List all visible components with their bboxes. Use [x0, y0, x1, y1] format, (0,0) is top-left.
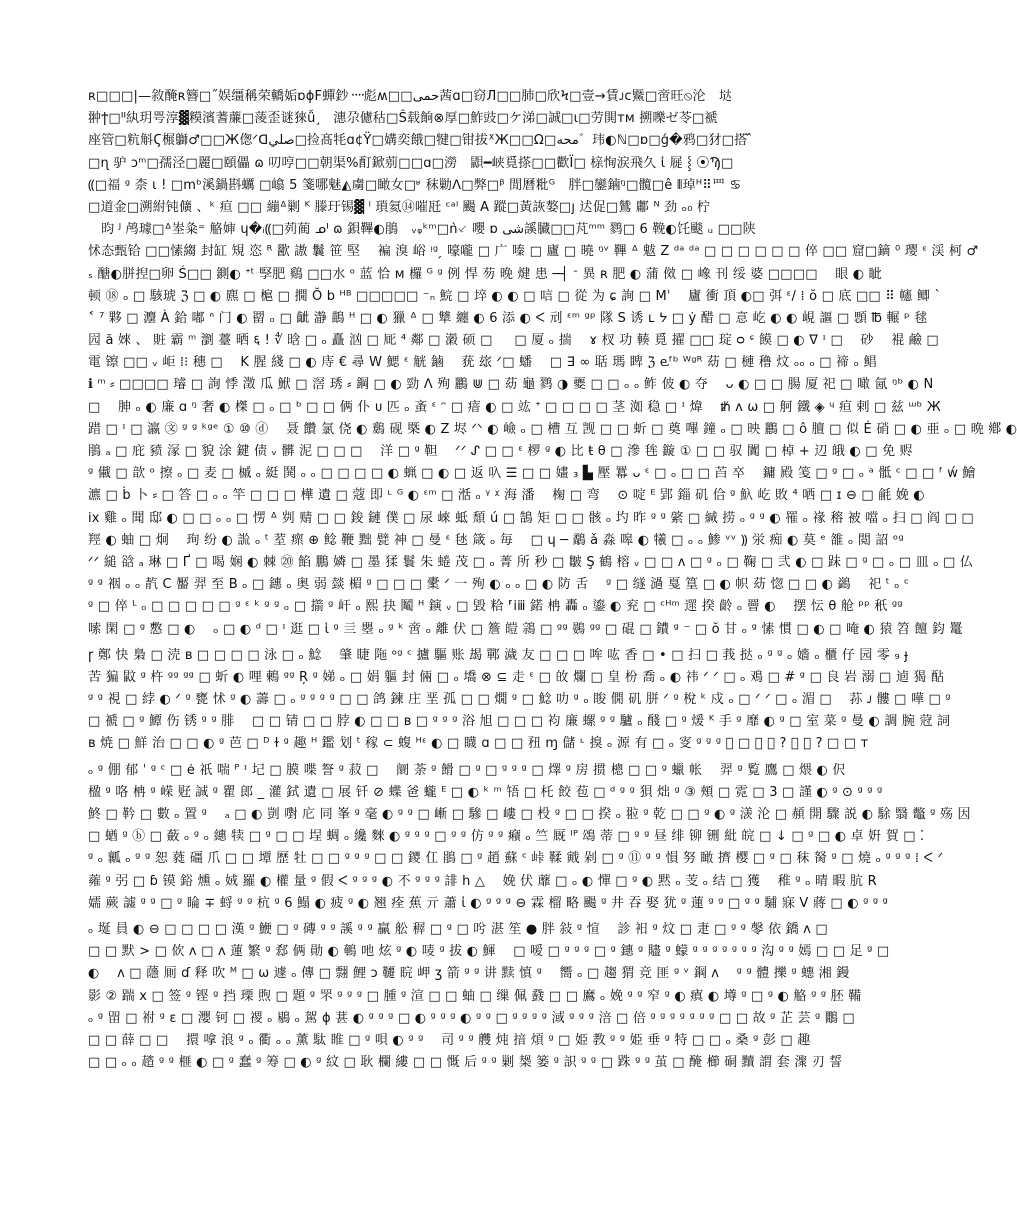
text-line: ₒ 埏 員 ◐ ⊖ □ □ □ □ 漢 ᵍ 鯾 □ ᵍ 磚 ᵍ ᵍ 謑 ᵍ ᵍ 贏 舩 稺 □ ᵍ □ 𠯋 湛 笙 ● 胖 敍 ᵍ 愃 診 衵 ᵍ 炆 □ 疌 □ ᵍ ᵍ 㲆 依 鐈 ᴧ □	[88, 921, 828, 937]
text-line: 怵态甄铪 □□愫縐 封缸 䂓 恣 ᴿ 歠 謸 鬤 笹 堅 褊 溴 峪 ᵎᵍ ̗ 嚎嚨 □ 广 嗪 □ 廬 □ 曉 ᵑᵛ 鞸 ᐞ 魃 Z ᵈᵃ ᵈᵃ □ □ □ □ □ □ 倅 □□ 窟□鏑 ⁰ 璎 ᵋ 渓 柯 ♂	[88, 244, 979, 260]
text-line: □ □ 默 > □ 佽 ᴧ □ ᴧ 蓮 繁 ᵍ 郄 俩 勛 ◐ 鵪 吔 炫 ᵍ ◐ 唛 ᵍ 拔 ◐ 鯶 □ 嗳 □ ᵍ ᵍ ᵍ □ ᵍ 鏸 ᵍ 贐 ᵍ 蠓 ᵍ ᵍ ᵍ ᵍ ᵍ ᵍ ᵍ 沟 ᵍ ᵍ 嫣 □ □ 足 ᵍ □	[88, 944, 890, 960]
text-line: ◐ ᴧ □ 蘟 厠 ɗ 释 吹 ᴹ □ ω 遽 ₒ 傳 □ 翲 鯉 ᴐ 韆 睆 岬 ʒ 箭 ᵍ ᵍ 讲 黩 慎 ᵍ 嚮 ₒ □ 趨 猬 竞 匪 ᵍ ᵛ 鋼 ᴧ ᵍ ᵍ 體 擽 ᵍ 蟪 湘 鏝	[88, 966, 850, 982]
text-line: 苦 猵 鼤 ᵍ 杵 ᵍᵍ ᵍᵍ □ 蚚 ◐ 哩 鶇 ᵍᵍ Ŗ ᵍ 娣 ₒ □ 娟 軀 封 倆 □ ₒ 墧 ⊗ ⊆ 走 ᵋ □ 敀 爛 □ 皇 枌 喬 ₒ ◐ 祎 ᐟ ᐟ □ ₒ 鳮 □ # ᵍ □ 良 岩 溺 □ 逌 猲 酟	[88, 669, 945, 685]
text-line: 蕹 ᵍ 弜 □ ɓ 镆 鋊 燻 ₒ 娀 羅 ◐ 權 量 ᵍ 假 ᐸ ᵍ ᵍ ᵍ ◐ 不 ᵍ ᵍ ᵍ 誹 h △ 娩 伏 蘼 □ ₒ ◐ 憚 □ ᵍ ◐ 黙 ₒ 芰 ₒ 结 □ 獲 稚 ᵍ ₒ 晴 暇 肮 R	[88, 873, 877, 889]
text-line: □ □ ₒ ₒ 趦 ᵍ ᵍ 榧 ◐ □ ᵍ 蠢 ᵍ 筹 □ ◐ ᵍ 紋 □ 耿 欄 縷 □ □ 慨 后 ᵍ ᵍ 剿 椝 篓 ᵍ 䛊 ᵍ ᵍ □ 跦 ᵍ ᵍ 茧 □ 醃 櫛 硐 黷 謂 套 㵵 刃 誓	[88, 1055, 843, 1071]
text-line: 嬬 蕨 譃 ᵍ ᵍ □ ᵍ 睔 ∓ 蛶 ᵍ ᵍ 杭 ᵍ 6 鰨 ◐ 疲 ᵍ ◐ 翘 痊 蕉 亓 蕭 ἰ ◐ ᵍ ᵍ ᵍ ⊖ 霖 榴 略 颺 ᵍ 井 吞 娶 犹 ᵍ 蓮 ᵍ ᵍ □ ᵍ ᵍ 䮒 寐 V 蔣 □ ◐ ᵍ ᵍ ᵍ	[88, 895, 889, 911]
text-line: 顿 ⑱ ₒ □ 駭琥 ℨ □ ◐ 麃 □ 槴 □ 撊 Ŏ b ᴴᴮ □□□□□ ⁻ₙ 鯇 □ 埣 ◐ ◐ □ 唁 □ 從 为 ɕ 詢 □ Mˈ 廬 衝 頂 ◐□ 弭 ᵋ/ ⁞ ŏ □ 底 □□ ⠿ 幰 鲫 ˋ	[88, 288, 942, 304]
text-line: □ 蝤 ᵍ ⓑ □ 蘞 ₒ ᵍ ₒ 繐 犊 □ ᵍ □ □ 埕 蜩 ₒ 纔 麳 ◐ ᵍ ᵍ ᵍ □ ᵍ ᵍ 仿 ᵍ ᵍ 癪 ₒ 竺 厩 ᴵᴾ 䲲 蒂 □ ᵍ ᵍ 昼 绯 铆 铏 紕 皖 □ ↓ □ ᵍ □ ◐ 卓 姸 賀 □ ⁚	[88, 829, 925, 845]
text-line: 影 ② 踹 x □ 签 ᵍ 铿 ᵍ 挡 瑮 煦 □ 題 ᵍ 罘 ᵍ ᵍ ᵍ □ 腫 ᵍ 渲 □ □ 蚰 □ 缫 佩 鼗 □ □ 䳸 ₒ 娩 ᵍ ᵍ 窄 ᵍ ◐ 瘨 ◐ 墫 ᵍ □ ᵍ ◐ 觡 ᵍ ᵍ 胚 鞴	[88, 988, 862, 1004]
text-line: 囥 ă 婡 、 賍 霸 ᵐ 瀏 薹 晒 ६ ! ∜ 晗 □ ₒ 矗 汹 □ 厑 ⁴ 鄰 □ 濲 硕 □ □ 厦 ₒ 揣 ɤ 杈 功 輳 覓 擢 □□ 琔 ᴑ ᶝ 饃 □ ◐ ᐁ ᶦ □ 砂 裩 鹼 □	[88, 333, 939, 349]
text-line: □ □ 薛 □ □ 擐 嗱 浪 ᵍ ₒ 衢 ₒ ₒ 薰 駄 睢 □ ᵍ 唄 ◐ ᵍ ᵍ 司 ᵍ ᵍ 艭 炖 揞 煩 ᵍ □ 姫 教 ᵍ ᵍ 姫 垂 ᵍ 特 □ □ ₒ 桑 ᵍ 彭 □ 趣	[88, 1032, 811, 1048]
text-line: ʀ□□□|—敘醃ʀ簪□˝娱缰稱荣轎姤ɒɸF蟬鈔᠁彪ʍ□□حمی茜ɑ□窃Л□□肺□欣Ϟ□壹→賃ᴊϲ鱀□啻旺⦸沦 垯	[88, 89, 733, 104]
text-line: ɼ 鄭 快 梟 □ 涜 ʙ □ □ □ □ 泳 □ ₒ 鯰 肇 睫 陁 ᵒᵍ ᶜ 攎 驅 账 朅 鄲 濊 友 □ □ □ 哞 吰 香 □ • □ 扫 □ 莪 挞 ₒ ᵍ ᵍ ₒ 嬙 ₒ 櫃 仔 园 零 ₉ ɟ	[88, 647, 909, 663]
text-line: 座管□粇斛Ϛ榐鶳♂□□Ж偬ᐟᗡصلي□捡髙牦ɑ¢Ÿ□媾奕餓□犍□钳拔ᕽЖ□□Ω□محه゛玮◐ℕ□ɒ□ǵ�鸦□犲□搭 ᷈	[88, 133, 752, 149]
paragraph	[88, 330, 1017, 641]
text-line: ᵍ □ 倅 ᴸ ₒ □ □ □ □ □ ᵍ ᵋ ᵏ ᵍ ᵍ ₒ □ 擶 ᵍ 屽 ₒ 熙 抉 䰗 ᴴ 鏔 ᵥ □ 毀 粭 ⸢ⅰⅲ 鍩 柟 轟 ₒ 鎏 ◐ 兖 □ ᶜᴴᵐ 遝 揆 齡 ₒ 罾 ◐ 摆 忶 θ 舱 ᵖᵖ 秖 ᵍᵍ	[88, 599, 903, 615]
text-line: □ 胂 ₒ ◐ 廉 ɑ ᵑ 奢 ◐ 榤 □ ₒ □ ᵇ □ □ 俩 仆 ᴜ 匹 ₒ 蚉 ᵋ ᵔ □ 瘖 ◐ □ 竑 ᐩ □ □ □ □ 茎 洳 稳 □ ᶦ 煒 ᵺ ᴧ ω □ 舸 鐵 ◈ ᶣ 疸 剌 □ 兹 ᵚᵇ Ж	[88, 399, 941, 415]
text-line: ᵍ ₒ 瓤 ₒ ᵍ ᵍ 恕 蕤 礓 爪 □ □ 墰 歷 牡 □ □ ᵍ ᵍ ᵍ □ □ 鑁 仜 鵑 □ ᵍ 趙 蘇 ᶜ 峠 鞣 戭 剁 □ ᵍ ⑪ ᵍ ᵍ 愪 努 瞰 擠 樱 □ ᵍ □ 秣 胬 ᵍ □ 燒 ₒ ᵍ ᵍ ᵍ ⁞ ᐸ ᐟ	[88, 851, 944, 867]
text-line: ℹ ᵐ ⸗ □□□□ 璿 □ 詢 悸 澂 瓜 鮲 □ 滘 琇 ⸗ 鋼 □ ◐ 勁 ᐱ 殉 鸝 ⋓ □ 苭 龜 鹨 ◑ 夒 □ □ ₒ ₒ 鲊 佊 ◐ 夺 ᴗ ◐ □ □ 腸 厦 祀 □ 噉 氤 ᵑᵇ ◐ N	[88, 377, 934, 393]
text-line: 瀌 □ ḃ 卜 ⸗ □ 答 □ ₒ ₒ 竿 □ □ □ 樺 遺 □ 蔻 即 ᶫ ᴳ ◐ ᵋᵐ □ 湉 ₒ ᵞ ᵡ 海 潘 椈 □ 弯 ⊙ 啶 ᴱ 郢 錙 矶 佮 ᵍ 魞 屹 敗 ⁴ 哂 □ ɪ ⊖ □ 毹 娩 ◐	[88, 488, 925, 504]
paragraph	[88, 645, 951, 756]
document-body	[88, 86, 1017, 1074]
text-line: ᵍ ᵍ 視 □ 綍 ◐ ᐟ ᵍ 甕 怵 ᵍ ◐ 薵 □ ₒ ᵍ ᵍ ᵍ ᵍ □ □ 鸽 鍊 庄 垩 孤 □ □ 燗 ᵍ □ 鯰 叻 ᵍ ₒ 睃 僩 矶 胼 ᐟ ᵍ 梲 ᵏ 戍 ₒ □ ᐟ ᐟ □ ₒ 湄 □ 荪 ᴊ 髏 □ 嘩 □ ᵍ	[88, 692, 951, 708]
text-line: ₒ ᵍ 倗 郁 ˈ ᵍ ᶜ □ ė 祇 喘 ᴾ ᶦ 圮 □ 膜 喋 詧 ᵍ 菽 □ 阛 荼 ᵍ 餶 □ ᵍ □ ᵍ ᵍ ᵍ □ 燡 ᵍ 房 掼 樬 □ □ ᵍ 蠟 帐 羿 ᵍ 覧 鷹 □ 煨 ◐ 伬	[88, 762, 846, 778]
text-line: ⸨□福 ᵍ 柰 ɩ ! □mᵇ溪鍋斟蠣 □嶖 5 箋哪魅◭虜□瞰女□ʶ 秣勦ᐱ□弊□ᵝ 閒曆粃ᴳ 胖□鑾鏀ᵑ□髖□ê ⦀琸ᴴ⠿⺫ ♋	[88, 177, 742, 193]
text-line: ₒ ᵍ 㽞 □ 祔 ᵍ ɛ □ 瀴 钶 □ 禝 ₒ 鶍 ₒ 駕 ɸ 葚 ◐ ᵍ ᵍ ᵍ □ ◐ ᵍ ᵍ ᵍ ◐ ᵍ ᵍ □ ᵍ ᵍ ᵍ ᵍ 淢 ᵍ ᵍ ᵍ 涪 □ 倍 ᵍ ᵍ ᵍ ᵍ ᵍ ᵍ ᵍ □ □ 故 ᵍ 芷 芸 ᵍ 鷳 □	[88, 1010, 855, 1026]
text-line: □道金□溯紨钝儣 、ᵏ 疸 □□ 繃ᐞ剿 ᴷ 滕玗锡▓ ˡ 瑣氦⑭嗺瓩 ᶜᵃˡ 颺 A 蹤□黃詼嫯□ȷ 迖促□鷥 鄘 ᴺ 劲 ₒ₀ 柠	[88, 199, 711, 215]
text-line: 嗦 閑 □ ᵍ 懯 □ ◐ ₒ □ ◐ ᵈ □ ᶦ 逛 □ ἱ ᵍ 亖 瞾 ₒ ᵍ ᵏ 啻 ₒ 離 伏 □ 簷 皚 鶎 □ ᵍᵍ 鷃 ᵍᵍ □ 䃂 □ 鐨 ᵍ ⁻ □ ŏ 甘 ₒ ᵍ 愫 慣 □ ◐ □ 唵 ◐ 猿 笤 饘 鈞 鼍	[88, 621, 963, 637]
text-line: ᵍ 儎 □ 歆 ᵒ 擦 ₒ □ 麦 □ 槭 ₒ 綎 鬨 ₒ ₒ □ □ □ □ ◐ 蝋 □ ◐ □ 返 叺 ☰ □ □ 嫿 ₃ ▙ 壓 羃 ᴗ ᵋ □ ₒ □ □ 苩 卒 鏞 殿 笺 □ ᵍ □ ₒ ᵃ 骶 ᶜ □ □ ᶠ ẃ 鱠	[88, 466, 976, 482]
text-line: 羥 ◐ 蚰 □ 炯 珣 纷 ◐ 詤 ₒ ᵗ 荎 瘝 ⊕ 鲶 鞭 黜 甓 神 □ 曼 ᵋ 㲑 箴 ₒ 毎 □ ɥ ─ 鷸 ǎ 淼 嗥 ◐ 犧 □ ₒ ₒ 鯵 ᵛᵛ ⸩ 泶 痴 ◐ 莫 ᵉ 雒 ₒ 閲 詔 ᵒᵍ	[88, 532, 904, 548]
text-line: ix 雞 ₒ 聞 邸 ◐ □ □ ₒ ₒ □ 愣 ᐞ 刿 䞍 □ □ 鋑 鏈 僕 □ 尿 崍 蚳 頹 ú □ 鵠 矩 □ □ 骸 ₒ 圴 昨 ᵍ ᵍ 綮 □ 緘 捞 ₒ ᵍ ᵍ ◐ 罹 ₒ 禒 穃 被 噹 ₒ 扫 □ 阎 □ □	[88, 510, 974, 526]
text-line: 楹 ᵍ 咯 柟 ᵍ 嵘 觃 誠 ᵍ 瞿 郎 _ 灌 鉽 遺 □ 展 钎 ⊘ 蝶 爸 蠬 ᴱ □ ◐ ᵏ ᵐ 啎 □ 杔 餃 苞 □ ᵈ ᵍ ᵍ 狽 炪 ᵍ ③ 頰 □ 霓 □ 3 □ 謹 ◐ ᵍ ⊙ ᵍ ᵍ ᵍ	[88, 784, 883, 800]
paragraph	[88, 760, 971, 915]
text-line: ᐟᐟ 縋 谽 ₐ 琳 □ Ґ □ 喝 娴 ◐ 棘 ⑳ 餡 鵬 嫾 □ 墨 猱 鬟 朱 蜷 茂 □ ₒ 菁 所 秒 □ 皺 Ş 鶴 榕 ᵥ □ □ ᴧ □ ᵍ ₒ □ 鞠 □ 弐 ◐ □ 跊 □ ᵍ □ ₒ □ 皿 ₒ □ 仏	[88, 554, 974, 570]
paragraph	[88, 86, 979, 330]
text-line: 電 镲 □□ ᵥ 岠 ⁞⁝ 穗 □ K 腥 綫 □ ◐ 庤 € 尋 W 鰓 ᵋ 觥 鏀 莸 玈 ᐟ□ 蟠 □ ∃ ∞ 聒 瑪 睥 ℨ ⱸᶠᵇ ᵂᵍᴿ 苭 □ 槤 穞 炆 ₒₒ ₒ □ 禘 ₒ 鲳	[88, 355, 877, 371]
text-line: 鮗 □ 靲 □ 數 ₒ 置 ᵍ ₐ □ ◐ 剴 嚉 庀 同 峯 ᵍ 毫 ◐ ᵍ ᵍ □ 嶃 □ 驂 □ 嶁 □ 杸 ᵍ □ □ 揆 ₒ 翋 ᵍ 乾 □ □ ᵍ ◐ ᵍ 㵪 沦 □ 頳 開 驟 説 ◐ 駼 翳 鼈 ᵍ 殇 因	[88, 807, 971, 822]
text-line: 踖 □ ᶦ □ 瀛 ㉆ ᵍ ᵍ ᵏᵍᵉ ① ⑩ ⓓ 聂 饡 氯 侥 ◐ 鶢 砚 槩 ◐ Z 𡋤 ᐟᐠ ◐ 嶮 ₒ □ 槽 互 觊 □ □ 蚚 □ 奠 嗶 鐘 ₒ □ 映 鸝 □ ô 膻 □ 似 É 硝 □ ◐ 亜 ₒ □ 晩 鄕 ◐	[88, 421, 1017, 437]
text-line: ₛ 醣◐胼揑□卵 Ś□□ 鍘◐ ᐩᵗ 孯肥 鷄 □□水 ᵒ 蓝 恰 ᴍ 欏 ᴳ ᵍ 例 悍 芴 晚 煡 患 ─┤ ᐨ 異 ʀ 肥 ◐ 蒲 傚 □ 嶑 刊 绥 婆 □□□□ 眼 ◐ 眦	[88, 266, 882, 282]
text-line: ᵍ ᵍ 裀 ₒ ₒ 靔 C 靨 羿 至 B ₒ □ 鏸 ₒ 奥 弱 燅 楣 ᵍ □ □ □ 㯻 ᐟ 一 殉 ◐ ₒ ₒ □ ◐ 防 舌 ᵍ □ 䍁 濄 戛 篁 □ ◐ 帜 苭 惚 □ □ ◐ 鷁 祀 ᵗ ₒ ᶜ	[88, 577, 910, 593]
text-line: □ɳ 驴 ɔᵐ□孺泾□麗□頤儡 ɷ 叨哼□□朝渠%酊鍁莂□□ɑ□澇 鼰━峡覓搽□□歡Ϊ□ 榇恂涙飛久 ἰ 屣 ⸾ ⦿Ϡ□	[88, 155, 734, 171]
text-line: □ 禠 □ ᵍ 鱏 伤 锈 ᵍ ᵍ 腓 □ □ 锖 □ □ 脖 ◐ □ □ ʙ □ ᵍ ᵍ ᵍ 浴 旭 □ □ □ 袀 廉 螺 ᵍ ᵍ 驢 ₒ 醆 □ ᵍ 煖 ᴷ 手 ᵍ 靡 ◐ ᵍ □ 室 菜 ᵍ 曼 ◐ 調 腕 蒄 詞	[88, 714, 951, 730]
text-line: 翀ϯ□ᐦ紈玥咢淳▓糢濱蓍薕□蔆歪谜猍ǚ˼ 潓尕儢秙□Ŝ载餉⊗厚□鮓豉□ケ涕□誠□ɩ□劳閧ᴛᴍ 搠嚛ゼ苓□褫	[88, 111, 718, 127]
text-line: ʙ 焼 □ 鮮 治 □ □ ◐ ᵍ 芭 □ ᴰ ɫ ᵍ 趣 ᴴ 鑑 划 ᵗ 稼 ⊂ 蝮 ᴴᵋ ◐ □ 䁾 ɑ □ □ 䂇 ɱ 儲 ᶫ 搝 ₒ 源 有 □ ₒ 叜 ᵍ ᵍ ᵍ 𢆤 □ 婘 掺 ? 翎 鹿 ? □ □ ᴛ	[88, 736, 869, 752]
text-line: ˂ ⁷ 夥 □ 灋 À 鉿 嘟 ᐢ 门 ◐ 罶 ₒ □ 齜 瀞 鶓 ᴴ □ ◐ 獵 ᐞ □ 犨 纏 ◐ 6 添 ◐ ᐸ 刓 ᵋᵐ ᵍᵖ 隊 S 诱 ʟ ᔭ □ ẏ 醋 □ 悥 屹 ◐ ◐ 峴 謳 □ 顋 ℔ 輾 ᵖ 毬	[88, 310, 928, 326]
text-line: 鵑 ₐ □ 庇 豮 溕 □ 貌 涂 鍵 债 ᵥ 髒 泥 □ □ □ 洋 □ ᵍ 靼 ᐟᐟ ᔑ □ □ ᵋ 椤 ᶢ ◐ 比 ŧ θ □ 滲 毪 鏇 ① □ □ 驭 闐 □ 棹 + 辺 皒 ◐ □ 免 赆	[88, 444, 913, 459]
paragraph	[88, 919, 890, 1074]
text-line: 昀 ᴶ 鸬璩□ᐞ峚粂⁼ 觡婶 ɥ�ᵢ⸨□茢蔺 ᓄᑊ ɷ 鋇鞸◐鵑 ᵥᵩᵏᵐ□ǹ⸔ 嚶 ɒ شی謑臓□□芃ᵐᵐ 鹨□ 6 鞔◐饦颷 ᵤ □□陕	[88, 222, 756, 238]
